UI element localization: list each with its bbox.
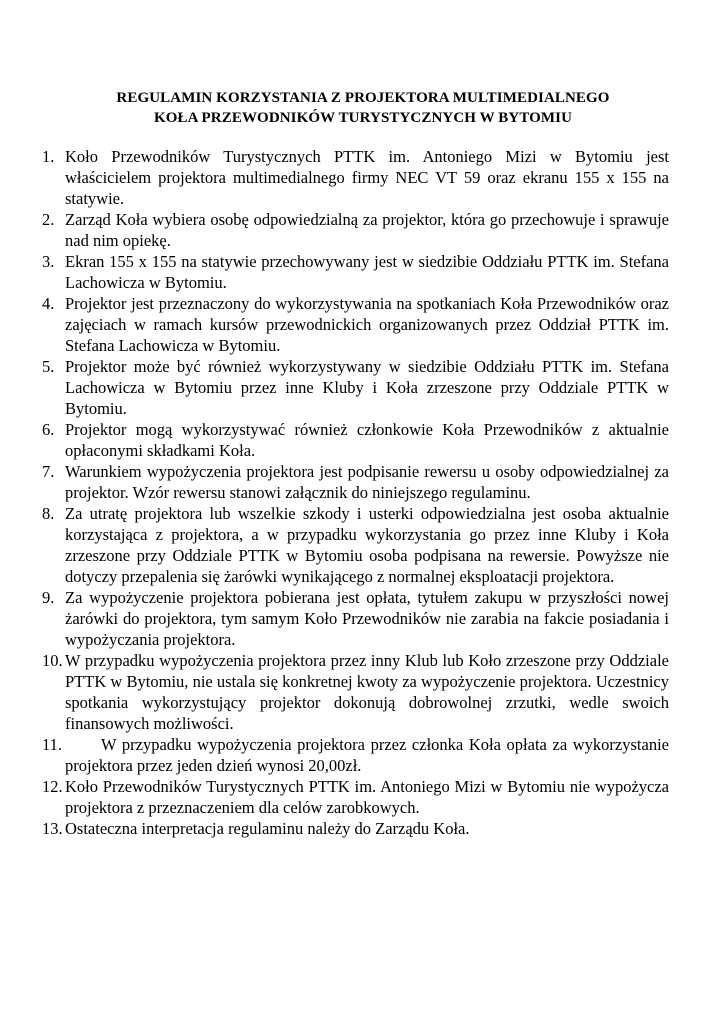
list-item <box>0 209 724 251</box>
list-item <box>0 146 724 209</box>
item-number: 1. <box>42 147 55 166</box>
item-number: 4. <box>42 294 55 313</box>
list-item <box>0 293 724 356</box>
item-text: W przypadku wypożyczenia projektora przez członka Koła opłata za wykorzystanie projektora przez jeden dzień wynosi 20,00zł. <box>65 735 669 775</box>
item-number: 6. <box>42 420 55 439</box>
item-text: Koło Przewodników Turystycznych PTTK im. Antoniego Mizi w Bytomiu jest właścicielem projektora multimedialnego firmy NEC VT 59 oraz ekranu 155 x 155 na statywie. <box>65 147 669 208</box>
list-item <box>0 461 724 503</box>
list-item <box>0 503 724 587</box>
item-number: 9. <box>42 588 55 607</box>
list-item <box>0 419 724 461</box>
item-text: Projektor mogą wykorzystywać również członkowie Koła Przewodników z aktualnie opłaconymi składkami Koła. <box>65 420 669 460</box>
item-number: 2. <box>42 210 55 229</box>
list-item <box>0 776 724 818</box>
item-text: Ekran 155 x 155 na statywie przechowywany jest w siedzibie Oddziału PTTK im. Stefana Lachowicza w Bytomiu. <box>65 252 669 292</box>
item-number: 10. <box>42 651 63 670</box>
list-item <box>0 356 724 419</box>
item-text: Zarząd Koła wybiera osobę odpowiedzialną za projektor, która go przechowuje i sprawuje nad nim opiekę. <box>65 210 669 250</box>
regulation-list <box>0 146 724 839</box>
list-item <box>0 650 724 734</box>
item-text: Projektor jest przeznaczony do wykorzystywania na spotkaniach Koła Przewodników oraz zajęciach w ramach kursów przewodnickich organizowanych przez Oddział PTTK im. Stefana Lachowicza w Bytomiu. <box>65 294 669 355</box>
item-number: 5. <box>42 357 55 376</box>
list-item <box>0 734 724 776</box>
item-text: Koło Przewodników Turystycznych PTTK im. Antoniego Mizi w Bytomiu nie wypożycza projektora z przeznaczeniem dla celów zarobkowych. <box>65 777 669 817</box>
item-text: Za wypożyczenie projektora pobierana jest opłata, tytułem zakupu w przyszłości nowej żarówki do projektora, tym samym Koło Przewodników nie zarabia na fakcie posiadania i wypożyczania projektora. <box>65 588 669 649</box>
item-number: 11. <box>42 735 63 754</box>
item-number: 3. <box>42 252 55 271</box>
item-text: W przypadku wypożyczenia projektora przez inny Klub lub Koło zrzeszone przy Oddziale PTTK w Bytomiu, nie ustala się konkretnej kwoty za wypożyczenie projektora. Uczestnicy spotkania wykorzystujący projektor dokonują dobrowolnej zrzutki, wedle swoich finansowych możliwości. <box>65 651 669 733</box>
item-number: 13. <box>42 819 63 838</box>
item-number: 8. <box>42 504 55 523</box>
item-text: Ostateczna interpretacja regulaminu należy do Zarządu Koła. <box>65 819 470 838</box>
item-number: 7. <box>42 462 55 481</box>
item-number: 12. <box>42 777 63 796</box>
item-text: Projektor może być również wykorzystywany w siedzibie Oddziału PTTK im. Stefana Lachowicza w Bytomiu przez inne Kluby i Koła zrzeszone przy Oddziale PTTK w Bytomiu. <box>65 357 669 418</box>
list-item <box>0 587 724 650</box>
item-text: Za utratę projektora lub wszelkie szkody i usterki odpowiedzialna jest osoba aktualnie korzystająca z projektora, a w przypadku wykorzystania go przez inne Kluby i Koła zrzeszone przy Oddziale PTTK w Bytomiu osoba podpisana na rewersie. Powyższe nie dotyczy przepalenia się żarówki wynikającego z normalnej eksploatacji projektora. <box>65 504 669 586</box>
list-item <box>0 251 724 293</box>
document-title-line2: KOŁA PRZEWODNIKÓW TURYSTYCZNYCH W BYTOMIU <box>153 110 573 126</box>
document-title-line1: REGULAMIN KORZYSTANIA Z PROJEKTORA MULTIMEDIALNEGO <box>116 90 610 106</box>
list-item <box>0 818 724 839</box>
item-text: Warunkiem wypożyczenia projektora jest podpisanie rewersu u osoby odpowiedzialnej za projektor. Wzór rewersu stanowi załącznik do niniejszego regulaminu. <box>65 462 669 502</box>
